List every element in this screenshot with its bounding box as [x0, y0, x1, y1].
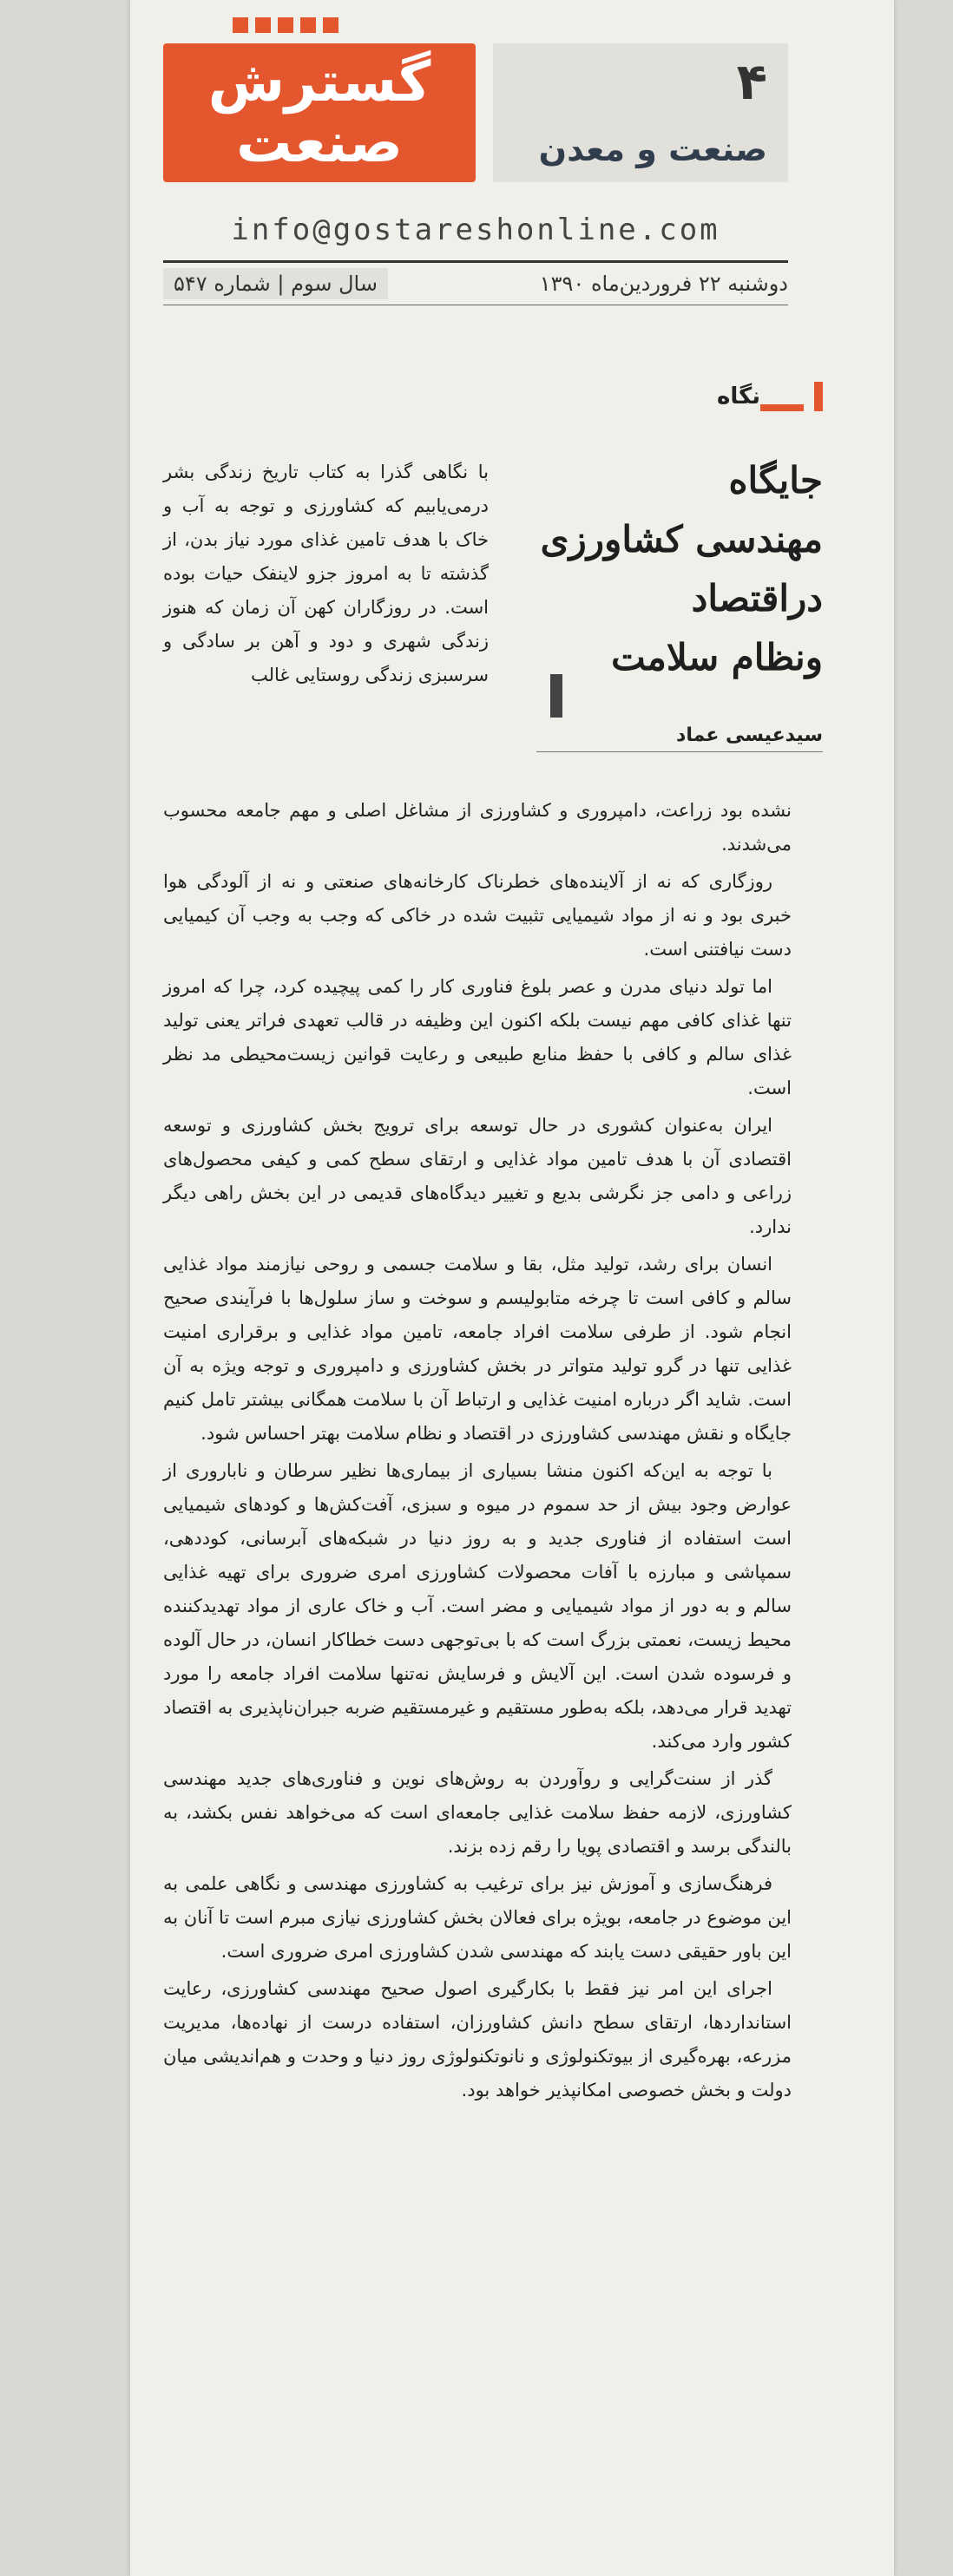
- article-title: [536, 451, 823, 687]
- page-number: ۴: [736, 52, 767, 111]
- paragraph: ایران به‌عنوان کشوری در حال توسعه برای ترویج بخش کشاورزی و توسعه اقتصادی آن با هدف تامین مواد غذایی و ارتقای سطح کمی و کیفی محصول‌های زراعی و دامی جز نگرشی بدیع و تغییر دیدگاه‌های قدیمی در این بخش راهی دیگر ندارد.: [163, 1115, 792, 1237]
- article-body: [163, 794, 792, 2111]
- paragraph: فرهنگ‌سازی و آموزش نیز برای ترغیب به کشاورزی مهندسی و نگاهی علمی به این موضوع در جامعه، بویژه برای فعالان بخش کشاورزی نیازی مبرم است تا آنان به این باور حقیقی دست یابند که مهندسی شدن کشاورزی امری ضروری است.: [163, 1873, 792, 1962]
- title-line-2: مهندسی کشاورزی: [540, 518, 823, 560]
- newspaper-logo: [163, 43, 476, 182]
- paragraph: اما تولد دنیای مدرن و عصر بلوغ فناوری کار را کمی پیچیده کرد، چرا که امروز تنها غذای کافی مهم نیست بلکه اکنون این وظیفه در قالب تعهدی فراتر یعنی تولید غذای سالم و کافی با حفظ منابع طبیعی و رعایت قوانین زیست‌محیطی مد نظر است.: [163, 976, 792, 1098]
- paragraph: انسان برای رشد، تولید مثل، بقا و سلامت جسمی و روحی نیازمند مواد غذایی سالم و کافی است تا چرخه متابولیسم و سوخت و ساز سلول‌ها با فرآیندی صحیح انجام شود. از طرفی سلامت افراد جامعه، تامین مواد غذایی و برقراری امنیت غذایی تنها در گرو تولید متواتر در بخش کشاورزی و دامپروری و توجه ویژه به آن است. شاید اگر درباره امنیت غذایی و ارتباط آن با سلامت همگانی بیشتر تامل کنیم جایگاه و نقش مهندسی کشاورزی در اقتصاد و نظام سلامت بهتر احساس شود.: [163, 1254, 792, 1444]
- tag-bar-icon: [760, 404, 804, 411]
- title-line-3: دراقتصاد: [691, 577, 823, 619]
- publish-date: دوشنبه ۲۲ فروردین‌ماه ۱۳۹۰: [539, 272, 788, 296]
- title-line-1: جایگاه: [728, 459, 823, 501]
- tag-label: نگاه: [717, 383, 760, 410]
- section-title: صنعت و معدن: [538, 130, 767, 168]
- page-info-box: [493, 43, 788, 182]
- paragraph: روزگاری که نه از آلاینده‌های خطرناک کارخانه‌های صنعتی و نه از آلودگی هوا خبری بود و نه از مواد شیمیایی تثبیت شده در خاکی که وجب به وجب آن کیمیایی دست نیافتنی است.: [163, 871, 792, 960]
- issue-number: سال سوم | شماره ۵۴۷: [163, 268, 388, 299]
- contact-email: info@gostareshonline.com: [231, 213, 720, 247]
- title-marker-icon: [550, 674, 562, 718]
- logo-line-2: صنعت: [236, 111, 403, 175]
- dateline: [163, 260, 788, 305]
- article-intro: با نگاهی گذرا به کتاب تاریخ زندگی بشر درمی‌یابیم که کشاورزی و توجه به آب و خاک با هدف تامین غذای مورد نیاز بدن، از گذشته تا به امروز جزو لاینفک حیات بوده است. در روزگاران کهن آن زمان که هنوز زندگی شهری و دود و آهن بر سادگی و سرسبزی زندگی روستایی غالب: [163, 462, 489, 685]
- column-tag: [717, 382, 823, 411]
- paragraph: اجرای این امر نیز فقط با بکارگیری اصول صحیح مهندسی کشاورزی، رعایت استانداردها، ارتقای سطح دانش کشاورزان، استفاده درست از نهاده‌ها، مدیریت مزرعه، بهره‌گیری از بیوتکنولوژی و نانوتکنولوژی روز دنیا و وحدت و هم‌اندیشی میان دولت و بخش خصوصی امکانپذیر خواهد بود.: [163, 1978, 792, 2101]
- logo-dots: [233, 17, 338, 33]
- paragraph: نشده بود زراعت، دامپروری و کشاورزی از مشاغل اصلی و مهم جامعه محسوب می‌شدند.: [163, 800, 792, 855]
- masthead: [163, 17, 788, 182]
- paragraph: با توجه به این‌که اکنون منشا بسیاری از بیماری‌ها نظیر سرطان و ناباروری از عوارض وجود بیش از حد سموم در میوه و سبزی، آفت‌کش‌ها و کودهای شیمیایی است استفاده از فناوری جدید و به روز دنیا در شبکه‌های آبرسانی، کوددهی، سمپاشی و مبارزه با آفات محصولات کشاورزی امری ضروری برای تهیه غذایی سالم و به دور از مواد شیمیایی و مضر است. آب و خاک عاری از مواد تهدیدکننده محیط زیست، نعمتی بزرگ است که با بی‌توجهی دست خطاکار انسان، در حال آلوده و فرسوده شدن است. این آلایش و فرسایش نه‌تنها سلامت افراد جامعه را مورد تهدید قرار می‌دهد، بلکه به‌طور مستقیم و غیرمستقیم ضربه جبران‌ناپذیری به اقتصاد کشور وارد می‌کند.: [163, 1460, 792, 1752]
- paragraph: گذر از سنت‌گرایی و روآوردن به روش‌های نوین و فناوری‌های جدید مهندسی کشاورزی، لازمه حفظ سلامت غذایی جامعه‌ای است که می‌خواهد نفس بکشد، به بالندگی برسد و اقتصادی پویا را رقم زده بزند.: [163, 1768, 792, 1857]
- title-line-4: ونظام سلامت: [611, 636, 823, 678]
- logo-line-1: گسترش: [207, 50, 431, 115]
- author-byline: سیدعیسی عماد: [536, 724, 823, 752]
- tag-marker-icon: [814, 382, 823, 411]
